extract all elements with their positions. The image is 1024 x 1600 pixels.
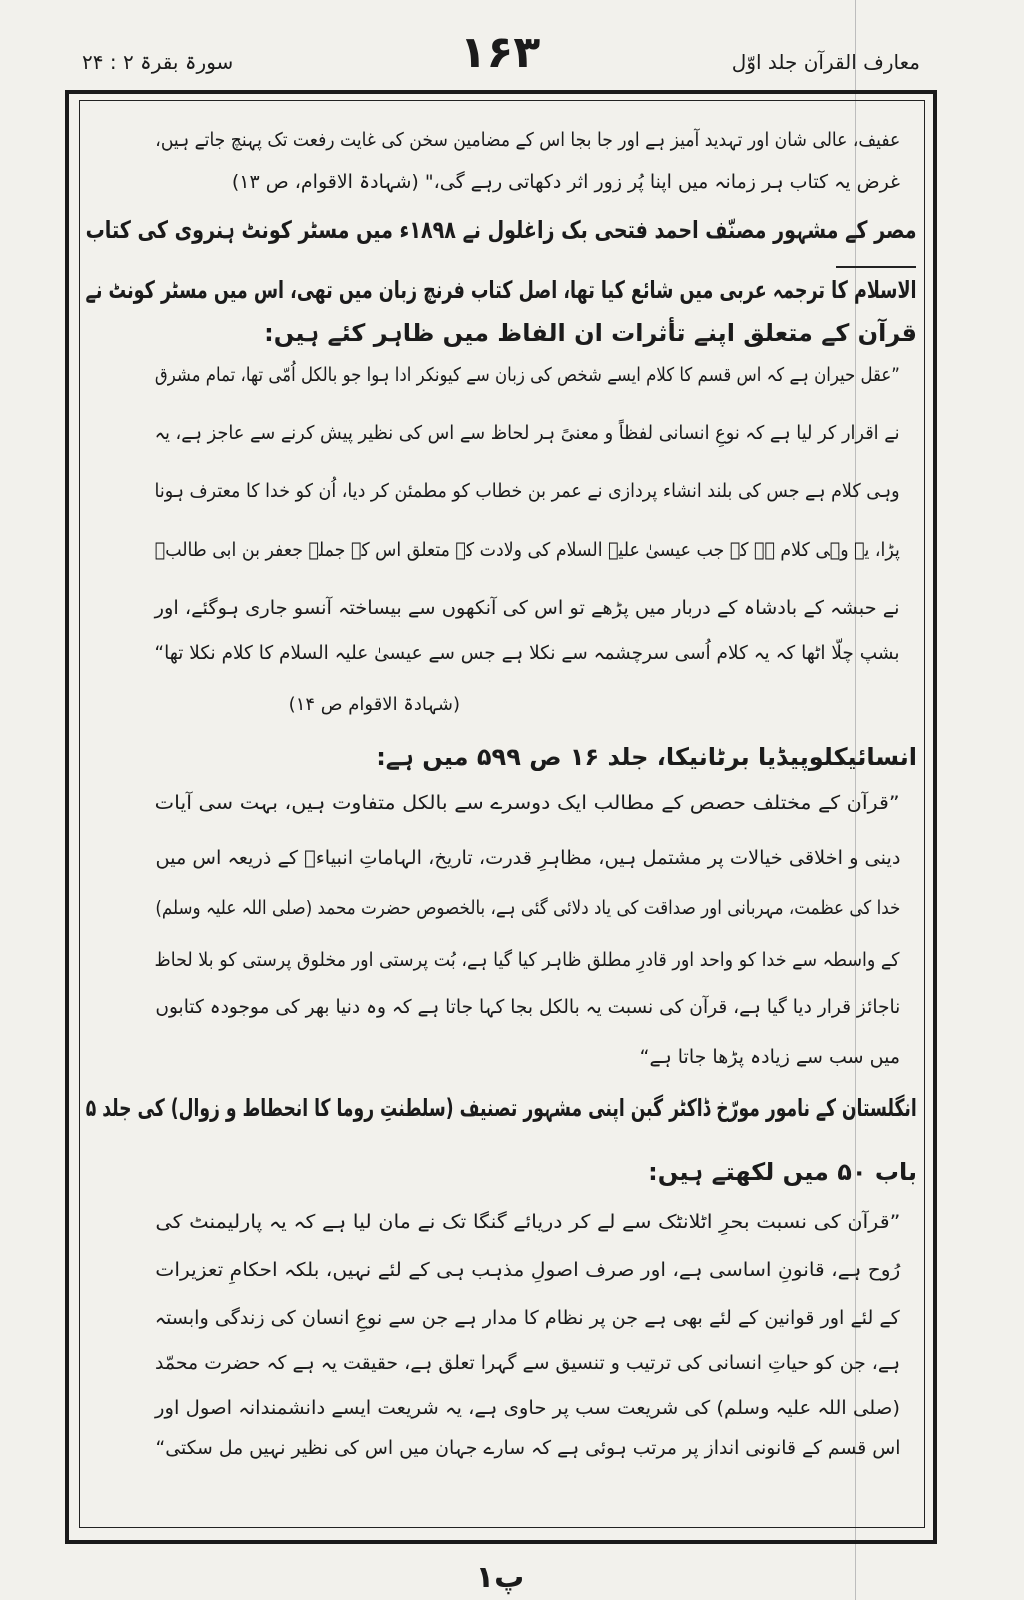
citation: (شہادۃ الاقوام ص ۱۴) [288,694,460,715]
text-line: باب ۵۰ میں لکھتے ہیں: [648,1158,917,1186]
text-line: ”قرآن کے مختلف حصص کے مطالب ایک دوسرے سے بالکل متفاوت ہیں، بہت سی آیات [155,792,900,814]
text-line: ”عقل حیران ہے کہ اس قسم کا کلام ایسے شخص کی زبان سے کیونکر ادا ہوا جو بالکل اُمّی تھا، تمام مشرق [155,364,900,386]
text-line: انگلستان کے نامور مورّخ ڈاکٹر گبن اپنی مشہور تصنیف (سلطنتِ روما کا انحطاط و زوال) کی جلد ۵ [86,1094,917,1122]
para-marker: پ۱ [475,1560,525,1595]
text-line: (صلی اللہ علیہ وسلم) کی شریعت سب پر حاوی ہے، یہ شریعت ایسے دانشمندانہ اصول اور [155,1397,900,1419]
book-title: معارف القرآن جلد اوّل [731,50,920,74]
page-number: ۱۶۳ [459,27,541,78]
text-line: میں سب سے زیادہ پڑھا جاتا ہے“ [639,1046,900,1068]
text-line: ”قرآن کی نسبت بحرِ اٹلانٹک سے لے کر دریائے گنگا تک نے مان لیا ہے کہ یہ پارلیمنٹ کی [155,1211,900,1233]
text-line: قرآن کے متعلق اپنے تأثرات ان الفاظ میں ظاہر کئے ہیں: [264,319,917,347]
text-line: کے واسطہ سے خدا کو واحد اور قادرِ مطلق ظاہر کیا گیا ہے، بُت پرستی اور مخلوق پرستی کو بلا لحاظ [155,949,900,971]
text-line: خدا کی عظمت، مہربانی اور صداقت کی یاد دلائی گئی ہے، بالخصوص حضرت محمد (صلی اللہ علیہ وسلم) [155,897,900,919]
text-line: الاسلام کا ترجمہ عربی میں شائع کیا تھا، اصل کتاب فرنچ زبان میں تھی، اس میں مسٹر کونٹ نے [86,276,917,304]
text-line: غرض یہ کتاب ہر زمانہ میں اپنا پُر زور اثر دکھاتی رہے گی،" (شہادۃ الاقوام، ص ۱۳) [231,171,900,193]
text-line: اس قسم کے قانونی انداز پر مرتب ہوئی ہے کہ سارے جہان میں اس کی نظیر نہیں مل سکتی“ [155,1437,900,1459]
text-line: نے اقرار کر لیا ہے کہ نوعِ انسانی لفظاً و معنیً ہر لحاظ سے اس کی نظیر پیش کرنے سے عاجز ہے، یہ [155,422,900,444]
text-line: انسائیکلوپیڈیا برٹانیکا، جلد ۱۶ ص ۵۹۹ میں ہے: [376,743,917,771]
text-line: ناجائز قرار دیا گیا ہے، قرآن کی نسبت یہ بالکل بجا کہا جاتا ہے کہ وہ دنیا بھر کی موجودہ کتابوں [155,996,900,1018]
text-line: دینی و اخلاقی خیالات پر مشتمل ہیں، مظاہرِ قدرت، تاریخ، الہاماتِ انبیاءؑ کے ذریعہ اس میں [155,847,900,869]
text-line: عفیف، عالی شان اور تہدید آمیز ہے اور جا بجا اس کے مضامین سخن کی غایت رفعت تک پہنچ جاتے ہیں، [155,129,900,151]
text-line: رُوح ہے، قانونِ اساسی ہے، اور صرف اصولِ مذہب ہی کے لئے نہیں، بلکہ احکامِ تعزیرات [155,1259,900,1281]
text-line: ہے، جن کو حیاتِ انسانی کی ترتیب و تنسیق سے گہرا تعلق ہے، حقیقت یہ ہے کہ حضرت محمّد [155,1352,900,1374]
text-line: مصر کے مشہور مصنّف احمد فتحی بک زاغلول نے ۱۸۹۸ء میں مسٹر کونٹ ہنروی کی کتاب [86,216,917,244]
title-overline [836,266,916,268]
text-line: بشپ چلّا اٹھا کہ یہ کلام اُسی سرچشمہ سے نکلا ہے جس سے عیسیٰ علیہ السلام کا کلام نکلا تھا“ [155,642,900,664]
text-line: پڑا، یہ وہی کلام ہے کہ جب عیسیٰ علیہ السلام کی ولادت کے متعلق اس کے جملے جعفر بن ابی طالبؓ [155,539,900,561]
text-line: کے لئے اور قوانین کے لئے بھی ہے جن پر نظام کا مدار ہے جن سے نوعِ انسان کی زندگی وابستہ [154,1307,900,1329]
text-line: وہی کلام ہے جس کی بلند انشاء پردازی نے عمر بن خطاب کو مطمئن کر دیا، اُن کو خدا کا معترف ہونا [155,480,900,502]
text-line: نے حبشہ کے بادشاہ کے دربار میں پڑھے تو اس کی آنکھوں سے بیساختہ آنسو جاری ہوگئے، اور [154,597,900,619]
surah-reference: سورۃ بقرۃ ۲ : ۲۴ [82,50,234,74]
